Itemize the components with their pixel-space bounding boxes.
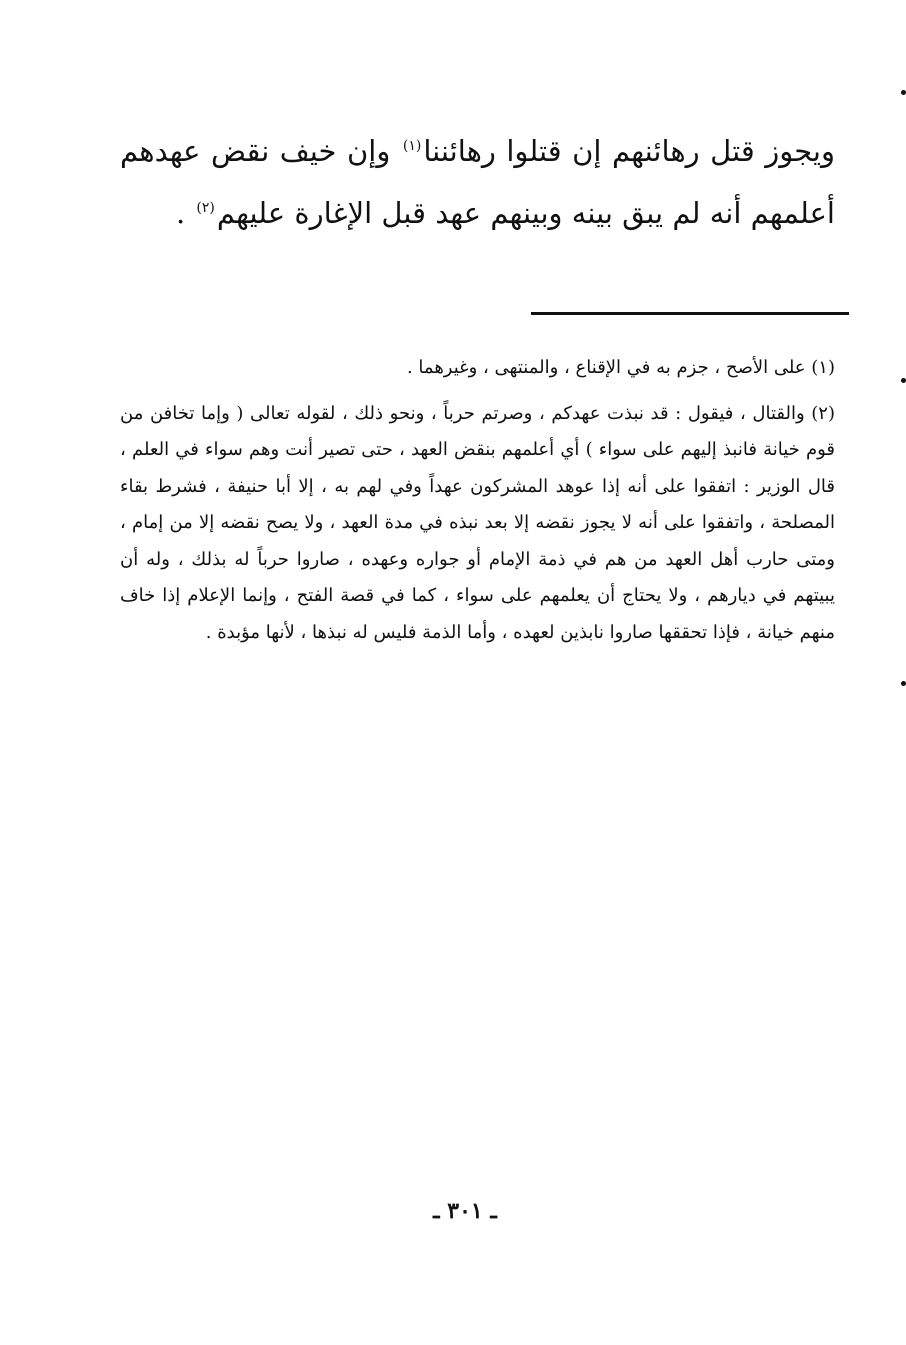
page-number: ـ ٣٠١ ـ [433, 1198, 497, 1224]
footnote-separator [531, 312, 849, 315]
main-text-line1: ويجوز قتل رهائنهم إن قتلوا رهائننا [423, 134, 835, 168]
main-text-ending: . [175, 196, 186, 230]
footnote-marker-1: (١) [402, 138, 422, 155]
footnote-1: (١) على الأصح ، جزم به في الإقناع ، والمنتهى ، وغيرهما . [406, 357, 835, 378]
margin-dot [901, 378, 906, 383]
footnote-marker-2: (٢) [196, 200, 215, 217]
footnotes [120, 350, 835, 651]
margin-dot [901, 90, 906, 95]
main-text-continuation: وإن خيف نقض عهدهم أعلمهم أنه لم يبق بينه وبينهم عهد قبل الإغارة عليهم [120, 134, 835, 230]
margin-dot [901, 681, 906, 686]
footnote-2: (٢) والقتال ، فيقول : قد نبذت عهدكم ، وصرتم حرباً ، ونحو ذلك ، لقوله تعالى ( وإما تخافن من قوم خيانة فانبذ إليهم على سواء ) أي أعلمهم بنقض العهد ، حتى تصير أنت وهم سواء في العلم ، قال الوزير : اتفقوا على أنه إذا عوهد المشركون عهداً وفي لهم به ، إلا أبا حنيفة ، فشرط بقاء المصلحة ، واتفقوا على أنه لا يجوز نقضه إلا بعد نبذه في مدة العهد ، ولا يصح نقضه إلا من إمام ، ومتى حارب أهل العهد من هم في ذمة الإمام أو جواره وعهده ، صاروا حرباً له بذلك ، وله أن يبيتهم في ديارهم ، ولا يحتاج أن يعلمهم على سواء ، كما في قصة الفتح ، وإنما الإعلام إذا خاف منهم خيانة ، فإذا تحققها صاروا نابذين لعهده ، وأما الذمة فليس له نبذها ، لأنها مؤبدة . [120, 402, 835, 643]
main-text [120, 120, 835, 244]
